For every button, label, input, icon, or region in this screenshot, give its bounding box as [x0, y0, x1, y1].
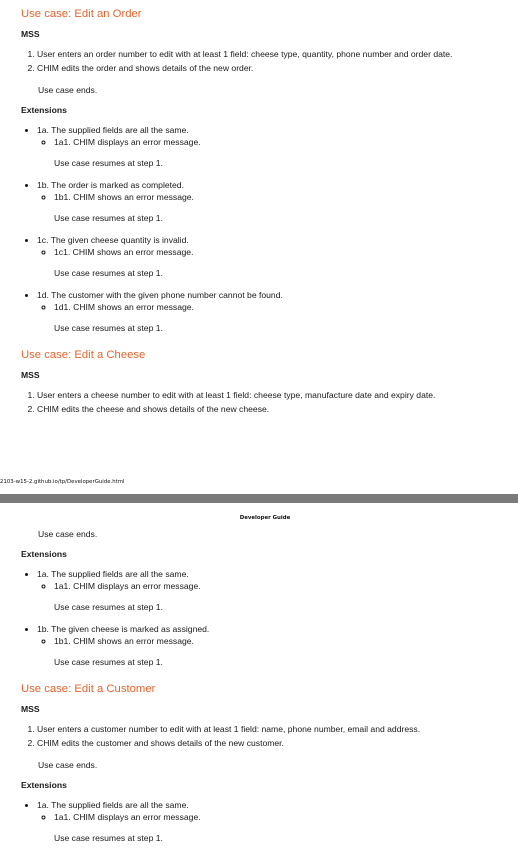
mss-step: 1. User enters a cheese number to edit with at least 1 field: cheese type, manufacture date and expiry date. — [37, 389, 491, 403]
extension-item — [37, 568, 491, 623]
extension-sub-step: ◦ 1b1. CHIM shows an error message. — [54, 191, 491, 203]
extension-item — [37, 623, 491, 668]
resume-note: Use case resumes at step 1. — [54, 602, 163, 612]
page-footer-url: 2103-w15-2.github.io/tp/DeveloperGuide.html — [0, 479, 125, 485]
page-content — [21, 528, 491, 844]
use-case-ends: Use case ends. — [38, 760, 98, 770]
resume-note: Use case resumes at step 1. — [54, 323, 163, 333]
page-content — [21, 7, 491, 416]
use-case-title-edit-cheese: Use case: Edit a Cheese — [21, 349, 146, 361]
resume-note: Use case resumes at step 1. — [54, 268, 163, 278]
extensions-heading: Extensions — [21, 549, 67, 559]
extension-label: 1a. The supplied fields are all the same. — [37, 125, 189, 135]
extension-item — [37, 179, 491, 234]
extension-item — [37, 289, 491, 334]
extension-sub-step: ◦ 1d1. CHIM shows an error message. — [54, 301, 491, 313]
mss-list — [21, 723, 491, 750]
extension-sub-step: ◦ 1a1. CHIM displays an error message. — [54, 136, 491, 148]
resume-note: Use case resumes at step 1. — [54, 213, 163, 223]
mss-list — [21, 48, 491, 75]
extensions-heading: Extensions — [21, 780, 67, 790]
mss-step: 1. User enters an order number to edit with at least 1 field: cheese type, quantity, phone number and order date. — [37, 48, 491, 62]
extensions-list — [21, 799, 491, 844]
extension-label: 1a. The supplied fields are all the same. — [37, 569, 189, 579]
extension-label: 1a. The supplied fields are all the same. — [37, 800, 189, 810]
use-case-ends: Use case ends. — [38, 85, 98, 95]
extension-label: 1d. The customer with the given phone number cannot be found. — [37, 290, 283, 300]
mss-heading: MSS — [21, 29, 40, 39]
page-header-title: Developer Guide — [239, 515, 291, 521]
use-case-title-edit-order: Use case: Edit an Order — [21, 8, 142, 20]
mss-step: 2. CHIM edits the order and shows details of the new order. — [37, 62, 491, 76]
mss-step: 2. CHIM edits the cheese and shows details of the new cheese. — [37, 403, 491, 417]
extension-label: 1c. The given cheese quantity is invalid. — [37, 235, 189, 245]
extension-item — [37, 124, 491, 179]
resume-note: Use case resumes at step 1. — [54, 657, 163, 667]
mss-step: 1. User enters a customer number to edit with at least 1 field: name, phone number, email and address. — [37, 723, 491, 737]
extension-label: 1b. The given cheese is marked as assigned. — [37, 624, 210, 634]
extension-sub-step: ◦ 1a1. CHIM displays an error message. — [54, 811, 491, 823]
extension-sub-step: ◦ 1a1. CHIM displays an error message. — [54, 580, 491, 592]
extensions-list — [21, 568, 491, 668]
extension-sub-step: ◦ 1c1. CHIM shows an error message. — [54, 246, 491, 258]
resume-note: Use case resumes at step 1. — [54, 158, 163, 168]
use-case-ends: Use case ends. — [38, 529, 98, 539]
extensions-list — [21, 124, 491, 334]
extension-label: 1b. The order is marked as completed. — [37, 180, 184, 190]
mss-step: 2. CHIM edits the customer and shows details of the new customer. — [37, 737, 491, 751]
page-separator — [0, 494, 518, 503]
extension-item — [37, 799, 491, 844]
extension-sub-step: ◦ 1b1. CHIM shows an error message. — [54, 635, 491, 647]
extensions-heading: Extensions — [21, 105, 67, 115]
resume-note: Use case resumes at step 1. — [54, 833, 163, 843]
mss-heading: MSS — [21, 370, 40, 380]
mss-list — [21, 389, 491, 416]
mss-heading: MSS — [21, 704, 40, 714]
document-page-2 — [0, 503, 518, 864]
extension-item — [37, 234, 491, 289]
use-case-title-edit-customer: Use case: Edit a Customer — [21, 683, 156, 695]
